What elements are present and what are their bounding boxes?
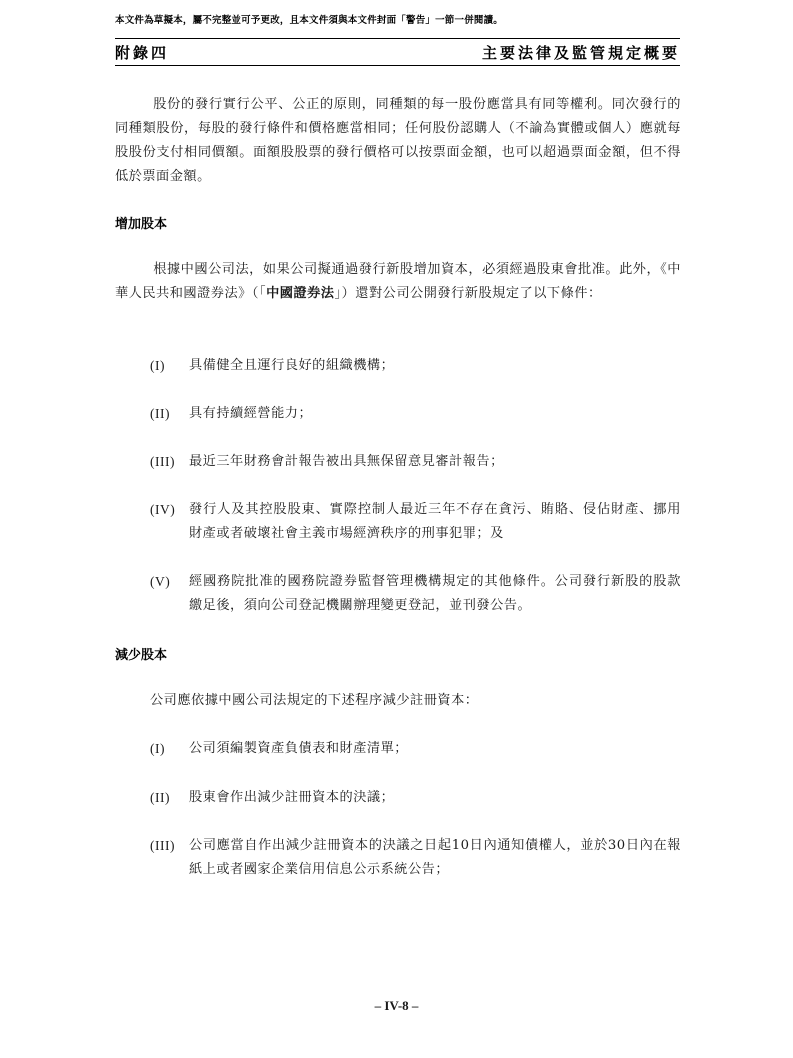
- header-appendix-label: 附錄四: [115, 43, 170, 62]
- page-number: – IV-8 –: [374, 998, 419, 1013]
- list-item: [150, 354, 681, 378]
- list-item: [150, 402, 681, 426]
- list-item-text: 經國務院批准的國務院證券監督管理機構規定的其他條件。公司發行新股的股款繳足後，須向公司登記機關辦理變更登記，並刊發公告。: [189, 574, 681, 613]
- list-item-number: (II): [150, 790, 170, 805]
- list-item: [150, 834, 681, 882]
- list-item-number: (III): [150, 838, 175, 853]
- list-item-text: 具備健全且運行良好的組織機構；: [189, 358, 395, 373]
- paragraph-text-a: 根據中國公司法，如果公司擬通過發行新股增加資本，必須經過股東會批准。此外，《中華人民共和國證券法》（「: [115, 262, 681, 301]
- list-item-text: 具有持續經營能力；: [189, 406, 313, 421]
- draft-notice: 本文件為草擬本，屬不完整並可予更改，且本文件須與本文件封面「警告」一節一併閱讀。: [115, 15, 504, 26]
- increase-capital-paragraph: [115, 258, 681, 306]
- list-item-number: (I): [150, 741, 165, 756]
- heading-reduce-capital: 減少股本: [115, 648, 168, 663]
- list-item: [150, 786, 681, 810]
- defined-term: 中國證券法: [266, 286, 335, 301]
- header-section-title: 主要法律及監管規定概要: [481, 43, 680, 62]
- list-item: [150, 498, 681, 546]
- list-item-text: 公司須編製資產負債表和財產清單；: [189, 741, 408, 756]
- list-item-text: 股東會作出減少註冊資本的決議；: [189, 790, 395, 805]
- list-item-number: (II): [150, 406, 170, 421]
- list-item-number: (III): [150, 454, 175, 469]
- list-item-number: (IV): [150, 502, 176, 517]
- list-item: [150, 570, 681, 618]
- paragraph-text-b: 」）還對公司公開發行新股規定了以下條件：: [334, 286, 602, 301]
- list-item-text: 最近三年財務會計報告被出具無保留意見審計報告；: [189, 454, 504, 469]
- page-header: [115, 38, 680, 66]
- list-item: [150, 450, 681, 474]
- list-item: [150, 737, 681, 761]
- list-item-number: (I): [150, 358, 165, 373]
- list-item-text: 公司應當自作出減少註冊資本的決議之日起10日內通知債權人，並於30日內在報紙上或者國家企業信用信息公示系統公告；: [189, 838, 681, 877]
- list-item-number: (V): [150, 574, 171, 589]
- intro-paragraph: 股份的發行實行公平、公正的原則，同種類的每一股份應當具有同等權利。同次發行的同種類股份，每股的發行條件和價格應當相同；任何股份認購人（不論為實體或個人）應就每股股份支付相同價額。面額股股票的發行價格可以按票面金額，也可以超過票面金額，但不得低於票面金額。: [115, 97, 681, 184]
- list-item-text: 發行人及其控股股東、實際控制人最近三年不存在貪污、賄賂、侵佔財產、挪用財產或者破壞社會主義市場經濟秩序的刑事犯罪；及: [189, 502, 681, 541]
- reduce-capital-intro: 公司應依據中國公司法規定的下述程序減少註冊資本：: [150, 693, 479, 708]
- heading-increase-capital: 增加股本: [115, 217, 168, 232]
